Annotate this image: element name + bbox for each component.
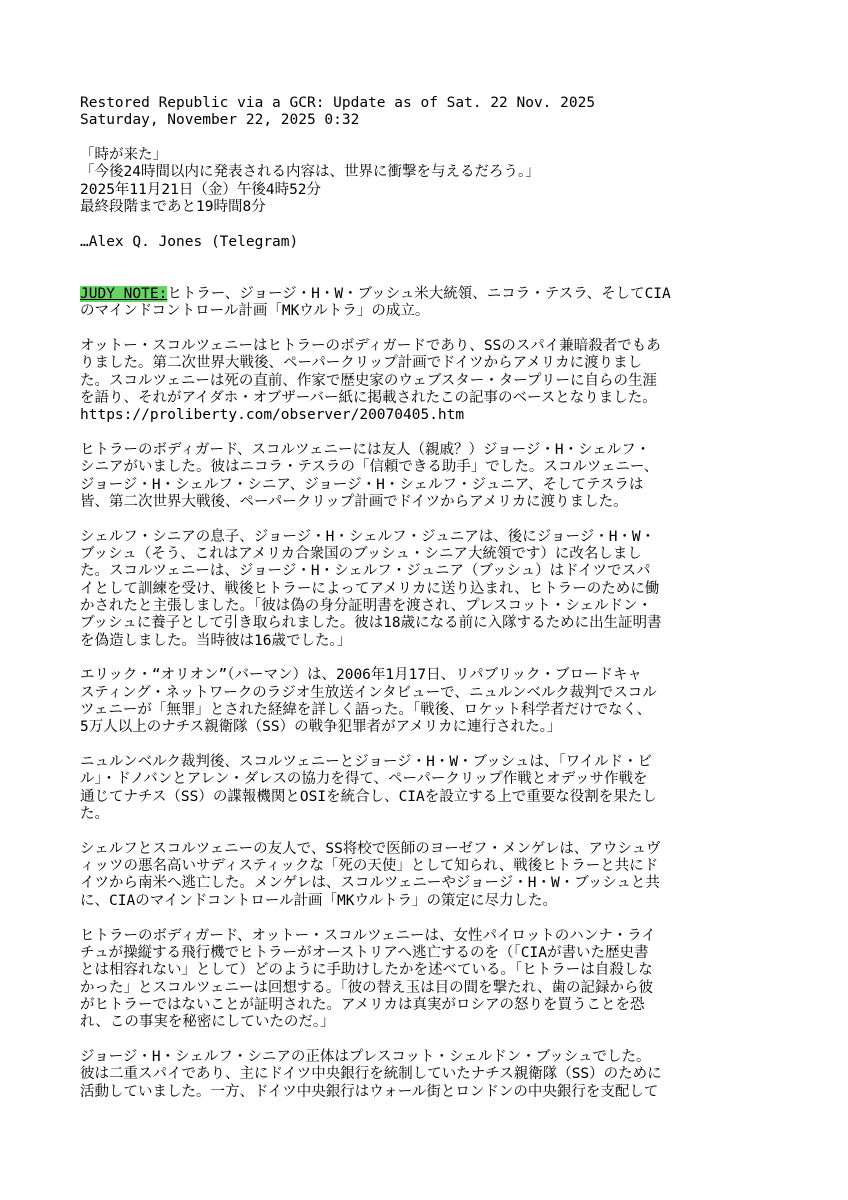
text-line: ィッツの悪名高いサディスティックな「死の天使」として知られ、戦後ヒトラーと共にド [80,858,659,875]
text-line: 活動していました。一方、ドイツ中央銀行はウォール街とロンドンの中央銀行を支配して [80,1083,659,1100]
blank-line [80,823,790,840]
text-line: がヒトラーではないことが証明された。アメリカは真実がロシアの怒りを買うことを恐 [80,996,645,1013]
text-line: を語り、それがアイダホ・オブザーバー紙に掲載されたこの記事のベースとなりました。 [80,389,657,406]
quote-line-1: 「時が来た」 [80,147,167,164]
countdown-line: 最終段階まであと19時間8分 [80,199,266,216]
text-line: かった」とスコルツェニーは回想する。「彼の替え玉は目の間を撃たれ、歯の記録から彼 [80,979,654,996]
byline: …Alex Q. Jones (Telegram) [80,233,299,250]
text-line: 通じてナチス（SS）の諜報機関とOSIを統合し、CIAを設立する上で重要な役割を果たし [80,788,657,805]
blank-line [80,251,790,268]
judy-note-text: ヒトラー、ジョージ・H・W・ブッシュ米大統領、ニコラ・テスラ、そしてCIA [167,285,671,302]
blank-line [80,737,790,754]
blank-line [80,1032,790,1049]
quote-line-2: 「今後24時間以内に発表される内容は、世界に衝撃を与えるだろう。」 [80,164,540,181]
text-line: かされたと主張しました。「彼は偽の身分証明書を渡され、プレスコット・シェルドン・ [80,597,653,614]
text-line: ブッシュ（そう、これはアメリカ合衆国のブッシュ・シニア大統領です）に改名しまし [80,545,642,562]
blank-line [80,511,790,528]
text-line: 5万人以上のナチス親衛隊（SS）の戦争犯罪者がアメリカに連行された。」 [80,719,562,736]
datetime-jp: 2025年11月21日（金）午後4時52分 [80,181,322,198]
text-line: のマインドコントロール計画「MKウルトラ」の成立。 [80,303,430,320]
text-line: ヒトラーのボディガード、オットー・スコルツェニーは、女性パイロットのハンナ・ライ [80,927,656,944]
text-line: エリック・“オリオン”（バーマン）は、2006年1月17日、リパブリック・ブロードキャ [80,667,642,684]
article-url: https://proliberty.com/observer/20070405.htm [80,407,465,424]
text-line: イとして訓練を受け、戦後ヒトラーによってアメリカに送り込まれ、ヒトラーのために働 [80,580,660,597]
text-line: シェルフ・シニアの息子、ジョージ・H・シェルフ・ジュニアは、後にジョージ・H・W・ [80,528,656,545]
text-line: た。 [80,806,109,823]
text-line: ツェニーが「無罪」とされた経緯を詳しく語った。「戦後、ロケット科学者だけでなく、 [80,702,652,719]
text-line: りました。第二次世界大戦後、ペーパークリップ計画でドイツからアメリカに渡りまし [80,355,643,372]
blank-line [80,425,790,442]
blank-line [80,320,790,337]
text-line: オットー・スコルツェニーはヒトラーのボディガードであり、SSのスパイ兼暗殺者でもあ [80,337,661,354]
blank-line [80,268,790,285]
text-block [80,95,790,1101]
text-line: れ、この事実を秘密にしていたのだ。」 [80,1014,335,1031]
text-line: 皆、第二次世界大戦後、ペーパークリップ計画でドイツからアメリカに渡りました。 [80,493,628,510]
doc-title: Restored Republic via a GCR: Update as of Sat. 22 Nov. 2025 [80,95,596,111]
text-line: とは相容れない」として）どのように手助けしたかを述べている。「ヒトラーは自殺しな [80,962,653,979]
blank-line [80,216,790,233]
text-line: シニアがいました。彼はニコラ・テスラの「信頼できる助手」でした。スコルツェニー、 [80,459,659,476]
blank-line [80,650,790,667]
blank-line [80,910,790,927]
text-line: イツから南米へ逃亡した。メンゲレは、スコルツェニーやジョージ・H・W・ブッシュと共 [80,875,660,892]
text-line: ジョージ・H・シェルフ・シニアの正体はプレスコット・シェルドン・ブッシュでした。 [80,1048,651,1065]
text-line: に、CIAのマインドコントロール計画「MKウルトラ」の策定に尽力した。 [80,892,558,909]
text-line: スティング・ネットワークのラジオ生放送インタビューで、ニュルンベルク裁判でスコル [80,684,657,701]
text-line: 彼は二重スパイであり、主にドイツ中央銀行を統制していたナチス親衛隊（SS）のために [80,1066,662,1083]
text-line: ブッシュに養子として引き取られました。彼は18歳になる前に入隊するために出生証明書 [80,615,662,632]
text-line: ヒトラーのボディガード、スコルツェニーには友人（親戚？）ジョージ・H・シェルフ・ [80,441,651,458]
judy-note-line [80,286,790,303]
text-line: た。スコルツェニーは、ジョージ・H・シェルフ・ジュニア（ブッシュ）はドイツでスパ [80,563,651,580]
text-line: ニュルンベルク裁判後、スコルツェニーとジョージ・H・W・ブッシュは、「ワイルド・ビ [80,754,653,771]
text-line: チュが操縦する飛行機でヒトラーがオーストリアへ逃亡するのを（「CIAが書いた歴史書 [80,944,649,961]
judy-note-highlight: JUDY NOTE: [80,285,168,302]
text-line: ル」・ドノバンとアレン・ダレスの協力を得て、ペーパークリップ作戦とオデッサ作戦を [80,771,648,788]
text-line: シェルフとスコルツェニーの友人で、SS将校で医師のヨーゼフ・メンゲレは、アウシュヴ [80,840,661,857]
blank-line [80,130,790,147]
text-line: を偽造しました。当時彼は16歳でした。」 [80,632,352,649]
doc-datetime: Saturday, November 22, 2025 0:32 [80,112,360,129]
text-line: ジョージ・H・シェルフ・シニア、ジョージ・H・シェルフ・ジュニア、そしてテスラは [80,476,644,493]
text-line: た。スコルツェニーは死の直前、作家で歴史家のウェブスター・タープリーに自らの生涯 [80,372,657,389]
